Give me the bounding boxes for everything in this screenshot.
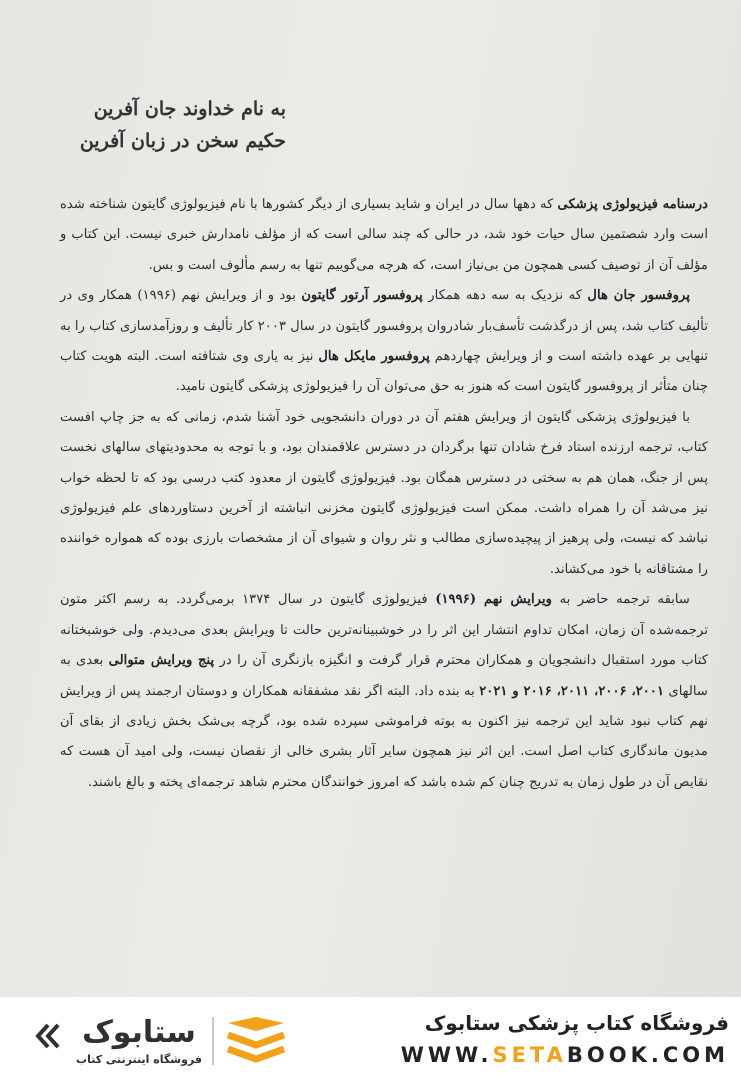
url-accent: SETA [492,1043,567,1067]
bold-phrase: پروفسور آرتور گایتون [301,288,423,304]
text-segment: که دهها سال در ایران و شاید بسیاری از دیگر کشورها با نام فیزیولوژی گایتون شناخته شده است وارد شصتمین سال حیات خود شد، در حالی که چند سالی است که از مؤلف نامدارش خبری نیست. این کتاب و مؤلف آن از توصیف کسی همچون من بی‌نیاز است، که هرچه می‌گوییم تنها به رسم مألوف است و بس. [60,197,708,273]
invocation-line-2: حکیم سخن در زبان آفرین [79,130,286,152]
bold-phrase: پروفسور جان هال [587,288,691,304]
shop-url[interactable] [401,1043,729,1067]
text-segment: نیز به یاری وی شتافته است. البته هویت کتاب چنان متأثر از پروفسور گایتون است که هنوز به حق می‌توان آن را فیزیولوژی پزشکی گایتون نامید. [60,349,708,395]
bold-phrase: پروفسور مایکل هال [318,349,430,365]
text-segment: سابقه ترجمه حاضر به [552,592,690,608]
bold-phrase: درسنامه فیزیولوژی پزشکی [557,197,708,212]
preface-paragraph [60,403,708,585]
logo-subtitle: فروشگاه اینترنتی کتاب [76,1053,202,1066]
logo-wordmark: ستابوک [82,1015,196,1050]
text-segment: بود و از ویرایش نهم (۱۹۹۶) همکار وی در تألیف کتاب شد، پس از درگذشت تأسف‌بار شادروان پروفسور گایتون در سال ۲۰۰۳ کار تألیف و روزآمدسازی کتاب را به تنهایی بر عهده داشته است و از ویرایش چهاردهم [60,288,709,365]
setabook-logo [34,1011,289,1071]
text-segment: فیزیولوژی گایتون در سال ۱۳۷۴ برمی‌گردد. به رسم اکثر متون ترجمه‌شده آن زمان، امکان تداوم انتشار این اثر را در خوشبینانه‌ترین حالت تا ویرایش بعدی می‌دیدم. ولی خوشبختانه کتاب مورد استقبال دانشجویان و همکاران محترم قرار گرفت و انگیزه بازنگری آن را در [60,592,709,669]
preface-paragraph [60,190,708,281]
bold-phrase: ویرایش نهم (۱۹۹۶) [435,592,552,608]
text-segment: با فیزیولوژی پزشکی گایتون از ویرایش هفتم آن در دوران دانشجویی خود آشنا شدم، زمانی که به جز چاپ افست کتاب، ترجمه ارزنده استاد فرخ شادان تنها برگردان در دسترس علاقمندان بود، و با توجه به محدودیتهای سالهای نخست پس از جنگ، همان هم به سختی در دسترس همگان بود. فیزیولوژی گایتون از معدود کتب درسی بود که تا لحظه خواب نیز می‌شد آن را همراه داشت. ممکن است فیزیولوژی گایتون مخزنی انباشته از آخرین دستاوردهای علم فیزیولوژی نباشد که نیست، ولی پرهیز از پیچیده‌سازی مطالب و نثر روان و شیوای آن از مشخصات بارزی بوده که همواره خواننده را مشتاقانه با خود می‌کشاند. [60,409,708,577]
text-segment: که نزدیک به سه دهه همکار [422,288,588,304]
chevrons-icon [34,1019,68,1053]
text-segment: بعدی به سالهای [60,653,708,699]
invocation-line-1: به نام خداوند جان آفرین [93,98,286,120]
text-segment: به بنده داد. البته اگر نقد مشفقانه همکاران و دوستان ارجمند پس از ویرایش نهم کتاب نبود شاید این ترجمه نیز اکنون به بوته فراموشی سپرده شده بود، گرچه بی‌شک بخش زیادی از بقای آن مدیون ماندگاری کتاب اصل است. این اثر نیز همچون سایر آثار بشری خالی از نقصان نیست، ولی امید آن هست که نقایص آن در طول زمان به تدریج چنان کم شده باشد که امروز خوانندگان محترم شاهد ترجمه‌ای پخته و بالغ باشند. [60,683,708,790]
preface-paragraph [60,585,708,798]
logo-divider [212,1017,214,1065]
preface-paragraph [60,281,708,403]
bold-phrase: ۲۰۰۱، ۲۰۰۶، ۲۰۱۱، ۲۰۱۶ و ۲۰۲۱ [479,683,665,699]
book-stack-icon [224,1015,288,1069]
bold-phrase: پنج ویرایش متوالی [108,653,215,669]
shop-name: فروشگاه کتاب پزشکی ستابوک [424,1011,729,1035]
url-prefix: WWW. [400,1043,493,1067]
setabook-footer [0,997,741,1080]
preface-body [60,190,708,798]
url-suffix: BOOK.COM [566,1043,729,1067]
